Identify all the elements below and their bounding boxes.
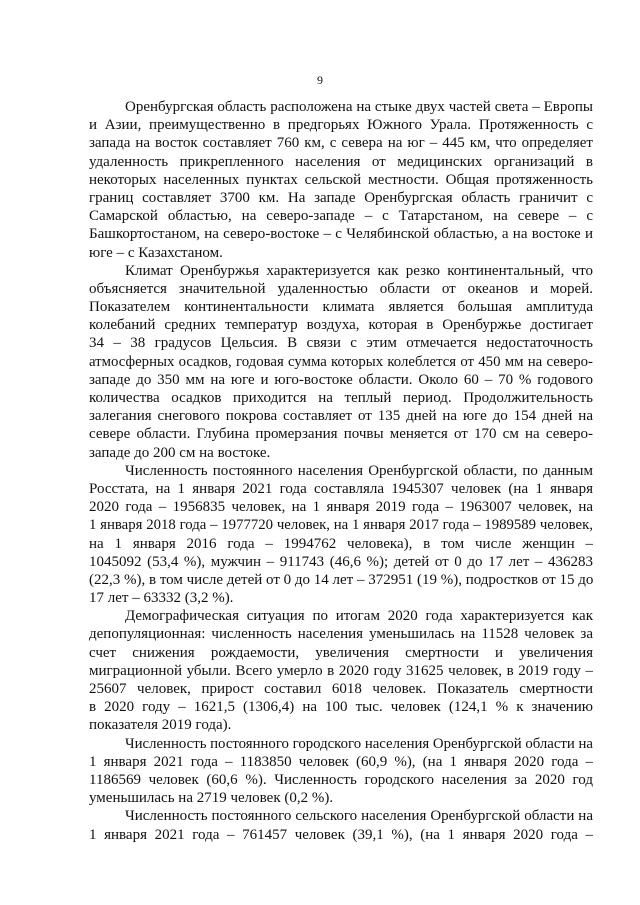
paragraph xyxy=(89,262,593,462)
text-line: счет снижения рождаемости, увеличения смертности и увеличения xyxy=(89,644,593,661)
text-line: удаленность прикрепленного населения от медицинских организаций в xyxy=(89,153,593,170)
text-line: колебаний средних температур воздуха, которая в Оренбуржье достигает xyxy=(89,317,593,334)
text-line: некоторых населенных пунктах сельской местности. Общая протяженность xyxy=(89,171,593,188)
paragraph xyxy=(89,98,593,262)
text-line: Климат Оренбуржья характеризуется как резко континентальный, что xyxy=(125,262,593,279)
text-line: 25607 человек, прирост составил 6018 человек. Показатель смертности xyxy=(89,681,593,697)
document-body xyxy=(89,98,593,844)
text-line: 1 января 2021 года – 761457 человек (39,1 %), (на 1 января 2020 года – xyxy=(89,826,593,843)
text-line: 1186569 человек (60,6 %). Численность городского населения за 2020 год xyxy=(89,771,593,788)
text-line: (22,3 %), в том числе детей от 0 до 14 лет – 372951 (19 %), подростков от 15 до xyxy=(89,571,593,588)
text-line: Оренбургская область расположена на стыке двух частей света – Европы xyxy=(125,99,593,115)
text-line: 1 января 2021 года – 1183850 человек (60,9 %), (на 1 января 2020 года – xyxy=(89,753,593,770)
text-line: в 2020 году – 1621,5 (1306,4) на 100 тыс. человек (124,1 % к значению xyxy=(89,699,593,716)
text-line: Демографическая ситуация по итогам 2020 года характеризуется как xyxy=(125,608,593,625)
text-line: Самарской областью, на северо-западе – с Татарстаном, на севере – с xyxy=(89,208,593,225)
text-line: Численность постоянного населения Оренбургской области, по данным xyxy=(125,462,593,479)
paragraph xyxy=(89,807,593,843)
text-line: атмосферных осадков, годовая сумма которых колеблется от 450 мм на северо- xyxy=(89,353,593,370)
text-line: западе до 350 мм на юге и юго-востоке области. Около 60 – 70 % годового xyxy=(89,371,593,388)
page-number: 9 xyxy=(317,73,323,87)
text-line: на 1 января 2016 года – 1994762 человека), в том числе женщин – xyxy=(89,535,593,552)
text-line: количества осадков приходится на теплый период. Продолжительность xyxy=(89,390,593,406)
text-line: уменьшилась на 2719 человек (0,2 %). xyxy=(89,790,334,807)
text-line: залегания снегового покрова составляет от 135 дней на юге до 154 дней на xyxy=(89,408,593,425)
text-line: 17 лет – 63332 (3,2 %). xyxy=(89,590,234,607)
text-line: и Азии, преимущественно в предгорьях Южного Урала. Протяженность с xyxy=(89,117,593,134)
text-line: Росстата, на 1 января 2021 года составляла 1945307 человек (на 1 января xyxy=(89,480,593,497)
text-line: 34 – 38 градусов Цельсия. В связи с этим отмечается недостаточность xyxy=(89,335,593,352)
text-line: Численность постоянного городского населения Оренбургской области на xyxy=(125,735,593,752)
text-line: 1045092 (53,4 %), мужчин – 911743 (46,6 %); детей от 0 до 17 лет – 436283 xyxy=(89,553,593,570)
text-line: показателя 2019 года). xyxy=(89,717,232,734)
text-line: запада на восток составляет 760 км, с севера на юг – 445 км, что определяет xyxy=(89,135,593,152)
text-line: Численность постоянного сельского населения Оренбургской области на xyxy=(125,808,593,825)
text-line: Показателем континентальности климата является большая амплитуда xyxy=(89,299,593,316)
text-line: миграционной убыли. Всего умерло в 2020 году 31625 человек, в 2019 году – xyxy=(89,662,593,679)
paragraph xyxy=(89,462,593,608)
text-line: севере области. Глубина промерзания почвы меняется от 170 см на северо- xyxy=(89,426,593,443)
text-line: границ составляет 3700 км. На западе Оренбургская область граничит с xyxy=(89,189,593,206)
paragraph xyxy=(89,735,593,808)
text-line: депопуляционная: численность населения уменьшилась на 11528 человек за xyxy=(89,626,593,643)
text-line: 1 января 2018 года – 1977720 человек, на 1 января 2017 года – 1989589 человек, xyxy=(89,517,593,534)
text-line: юге – с Казахстаном. xyxy=(89,244,223,261)
paragraph xyxy=(89,607,593,734)
text-line: 2020 года – 1956835 человек, на 1 января 2019 года – 1963007 человек, на xyxy=(89,499,593,516)
text-line: объясняется значительной удаленностью области от океанов и морей. xyxy=(89,280,593,297)
text-line: Башкортостаном, на северо-востоке – с Челябинской областью, а на востоке и xyxy=(89,226,593,243)
text-line: западе до 200 см на востоке. xyxy=(89,444,271,461)
